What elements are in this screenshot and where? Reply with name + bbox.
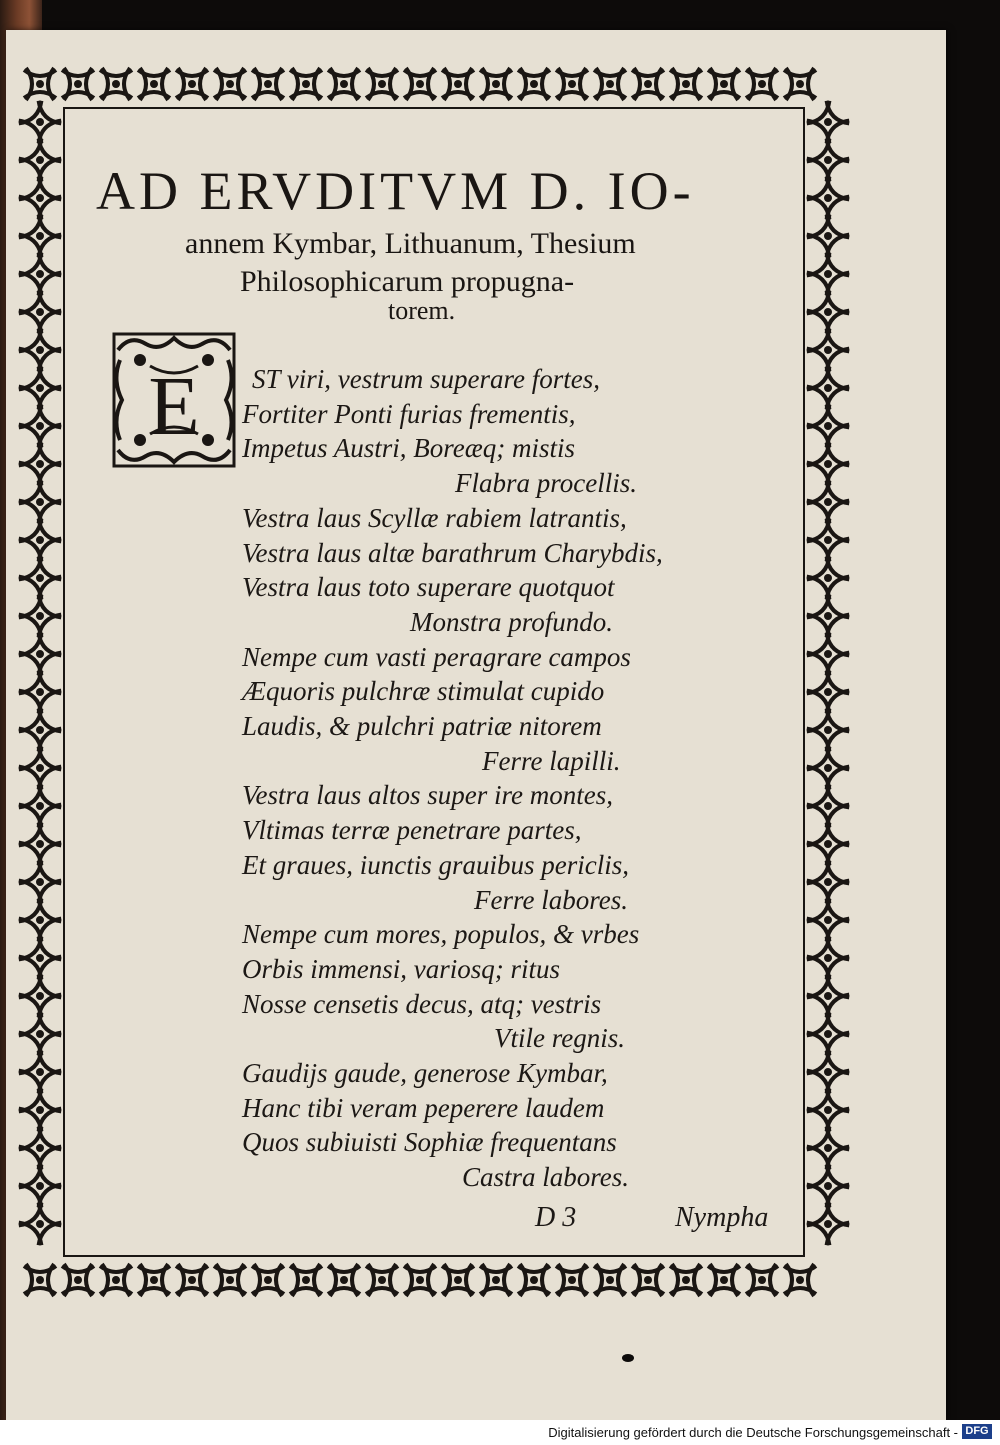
border-ornament bbox=[480, 68, 512, 100]
border-ornament bbox=[805, 1163, 850, 1208]
border-ornament bbox=[18, 213, 63, 258]
title-line-1: AD ERVDITVM D. IO- bbox=[96, 161, 695, 221]
border-ornament bbox=[805, 251, 850, 296]
verse-line: Nosse censetis decus, atq; vestris bbox=[242, 988, 602, 1019]
border-ornament bbox=[18, 669, 63, 714]
border-ornament bbox=[805, 973, 850, 1018]
border-ornament bbox=[746, 68, 778, 100]
border-ornament bbox=[805, 745, 850, 790]
border-ornament bbox=[805, 707, 850, 752]
verse-line: Et graues, iunctis grauibus periclis, bbox=[242, 849, 629, 880]
border-ornament bbox=[18, 137, 63, 182]
border-ornament bbox=[805, 669, 850, 714]
verse-line: Quos subiuisti Sophiæ frequentans bbox=[242, 1127, 617, 1158]
border-ornament bbox=[518, 1264, 550, 1296]
verse-line: Flabra procellis. bbox=[455, 468, 637, 499]
verse-line: Ferre labores. bbox=[474, 884, 628, 915]
border-ornament bbox=[18, 745, 63, 790]
border-ornament bbox=[62, 68, 94, 100]
border-ornament bbox=[18, 517, 63, 562]
border-ornament bbox=[24, 68, 56, 100]
verse-line: Æquoris pulchræ stimulat cupido bbox=[242, 676, 605, 707]
verse-line: Vestra laus toto superare quotquot bbox=[242, 572, 615, 603]
border-ornament bbox=[708, 1264, 740, 1296]
border-ornament bbox=[176, 1264, 208, 1296]
border-ornament bbox=[366, 1264, 398, 1296]
border-ornament bbox=[214, 1264, 246, 1296]
border-ornament bbox=[805, 99, 850, 144]
border-ornament bbox=[805, 213, 850, 258]
catchword: Nympha bbox=[675, 1202, 769, 1233]
border-ornament bbox=[594, 1264, 626, 1296]
border-ornament bbox=[805, 1201, 850, 1246]
border-ornament bbox=[442, 68, 474, 100]
border-ornament bbox=[556, 1264, 588, 1296]
verse-line: Fortiter Ponti furias frementis, bbox=[242, 398, 576, 429]
verse-line: Nempe cum mores, populos, & vrbes bbox=[242, 919, 640, 950]
verse-line: Gaudijs gaude, generose Kymbar, bbox=[242, 1058, 608, 1088]
border-ornament bbox=[100, 68, 132, 100]
border-ornament bbox=[805, 1049, 850, 1094]
verse-line: Vestra laus altos super ire montes, bbox=[242, 780, 613, 811]
verse-line: ST viri, vestrum superare fortes, bbox=[252, 364, 600, 394]
border-ornament bbox=[18, 327, 63, 372]
border-ornament bbox=[18, 251, 63, 296]
border-ornament bbox=[18, 859, 63, 904]
border-ornament bbox=[328, 1264, 360, 1296]
border-ornament bbox=[18, 1125, 63, 1170]
border-ornament bbox=[62, 1264, 94, 1296]
border-ornament bbox=[805, 441, 850, 486]
border-ornament bbox=[556, 68, 588, 100]
border-ornament bbox=[404, 1264, 436, 1296]
ink-dot bbox=[622, 1354, 634, 1362]
border-ornament bbox=[480, 1264, 512, 1296]
border-ornament bbox=[805, 479, 850, 524]
border-ornament bbox=[404, 68, 436, 100]
footer-credit-text: Digitalisierung gefördert durch die Deutsche Forschungsgemeinschaft - bbox=[548, 1425, 958, 1440]
border-ornament bbox=[176, 68, 208, 100]
border-ornament bbox=[100, 1264, 132, 1296]
border-ornament bbox=[632, 1264, 664, 1296]
border-ornament bbox=[18, 1049, 63, 1094]
border-ornament bbox=[805, 403, 850, 448]
decorated-initial-letter bbox=[110, 330, 238, 470]
border-ornament bbox=[18, 555, 63, 600]
border-ornament bbox=[138, 68, 170, 100]
border-ornament bbox=[24, 1264, 56, 1296]
border-ornament bbox=[18, 631, 63, 676]
border-ornament bbox=[18, 593, 63, 638]
border-ornament bbox=[366, 68, 398, 100]
verse-line: Vestra laus altæ barathrum Charybdis, bbox=[242, 537, 663, 568]
border-ornament bbox=[252, 68, 284, 100]
border-ornament bbox=[805, 555, 850, 600]
border-ornament bbox=[784, 1264, 816, 1296]
verse-line: Laudis, & pulchri patriæ nitorem bbox=[242, 711, 602, 741]
border-ornament bbox=[805, 821, 850, 866]
signature-mark: D 3 bbox=[535, 1202, 577, 1233]
border-ornament bbox=[746, 1264, 778, 1296]
verse-line: Hanc tibi veram peperere laudem bbox=[242, 1092, 605, 1123]
border-ornament bbox=[18, 935, 63, 980]
title-line-4: torem. bbox=[388, 296, 456, 325]
border-ornament bbox=[18, 1087, 63, 1132]
verse-line: Monstra profundo. bbox=[410, 606, 614, 637]
border-ornament bbox=[18, 783, 63, 828]
border-ornament bbox=[328, 68, 360, 100]
border-ornament bbox=[805, 935, 850, 980]
border-ornament bbox=[252, 1264, 284, 1296]
border-ornament bbox=[805, 327, 850, 372]
dfg-logo: DFG bbox=[962, 1424, 992, 1439]
title-line-2: annem Kymbar, Lithuanum, Thesium bbox=[185, 227, 636, 260]
verse-line: Castra labores. bbox=[462, 1162, 630, 1193]
border-ornament bbox=[18, 99, 63, 144]
border-ornament bbox=[18, 707, 63, 752]
border-ornament bbox=[708, 68, 740, 100]
border-ornament bbox=[18, 175, 63, 220]
border-ornament bbox=[805, 897, 850, 942]
border-ornament bbox=[18, 973, 63, 1018]
border-ornament bbox=[594, 68, 626, 100]
border-ornament bbox=[18, 1201, 63, 1246]
verse-line: Ferre lapilli. bbox=[482, 745, 621, 776]
border-ornament bbox=[670, 1264, 702, 1296]
border-ornament bbox=[18, 479, 63, 524]
border-ornament bbox=[18, 365, 63, 410]
border-ornament bbox=[518, 68, 550, 100]
border-ornament bbox=[805, 783, 850, 828]
border-ornament bbox=[805, 631, 850, 676]
border-ornament bbox=[18, 289, 63, 334]
border-ornament bbox=[290, 1264, 322, 1296]
border-ornament bbox=[805, 175, 850, 220]
border-ornament bbox=[18, 1011, 63, 1056]
border-ornament bbox=[805, 593, 850, 638]
border-ornament bbox=[805, 137, 850, 182]
border-ornament bbox=[805, 365, 850, 410]
border-ornament bbox=[670, 68, 702, 100]
border-ornament bbox=[784, 68, 816, 100]
border-ornament bbox=[805, 1125, 850, 1170]
border-ornament bbox=[18, 821, 63, 866]
border-ornament bbox=[805, 517, 850, 562]
verse-line: Nempe cum vasti peragrare campos bbox=[242, 641, 631, 672]
border-ornament bbox=[290, 68, 322, 100]
verse-line: Vestra laus Scyllæ rabiem latrantis, bbox=[242, 502, 627, 533]
initial-letter-text: E bbox=[148, 360, 200, 453]
border-ornament bbox=[18, 441, 63, 486]
border-ornament bbox=[805, 1087, 850, 1132]
title-line-3: Philosophicarum propugna- bbox=[240, 265, 575, 298]
border-ornament bbox=[805, 859, 850, 904]
border-ornament bbox=[805, 1011, 850, 1056]
border-ornament bbox=[138, 1264, 170, 1296]
border-ornament bbox=[632, 68, 664, 100]
border-ornament bbox=[18, 1163, 63, 1208]
border-ornament bbox=[442, 1264, 474, 1296]
border-ornament bbox=[805, 289, 850, 334]
verse-line: Vltimas terræ penetrare partes, bbox=[242, 815, 582, 846]
border-ornament bbox=[18, 897, 63, 942]
border-ornament bbox=[18, 403, 63, 448]
verse-line: Orbis immensi, variosq; ritus bbox=[242, 953, 561, 984]
verse-line: Impetus Austri, Boreæq; mistis bbox=[242, 433, 576, 464]
border-ornament bbox=[214, 68, 246, 100]
verse-line: Vtile regnis. bbox=[494, 1023, 625, 1054]
